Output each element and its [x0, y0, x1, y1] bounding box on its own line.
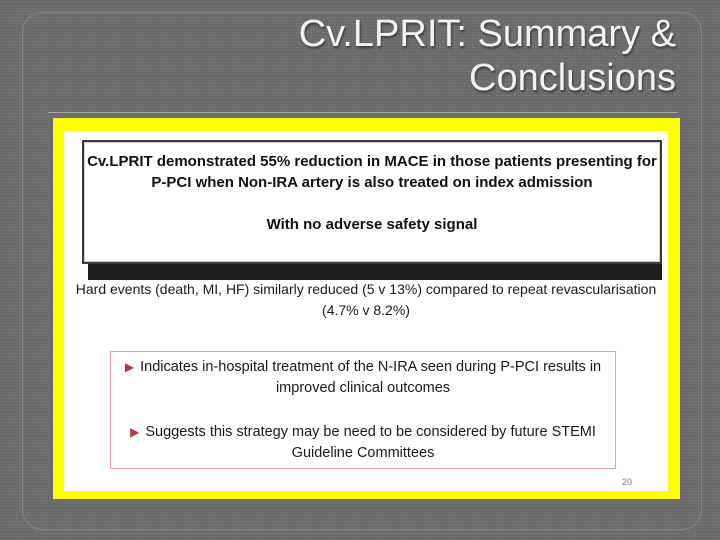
- slide-title: Cv.LPRIT: Summary & Conclusions: [298, 13, 676, 99]
- conclusion-text: Suggests this strategy may be need to be considered by future STEMI Guideline Committees: [145, 424, 596, 461]
- conclusion-item: [111, 357, 615, 399]
- conclusion-item: [111, 422, 615, 464]
- conclusion-text: Indicates in-hospital treatment of the N-IRA seen during P-PCI results in improved clinical outcomes: [140, 359, 602, 396]
- page-number: 20: [622, 477, 633, 487]
- hard-events-text: Hard events (death, MI, HF) similarly reduced (5 v 13%) compared to repeat revascularisation (4.7% v 8.2%): [75, 281, 657, 318]
- key-finding-callout: [82, 140, 662, 264]
- bullet-arrow-icon: ▶: [124, 360, 135, 374]
- safety-signal-text: With no adverse safety signal: [266, 216, 478, 233]
- title-divider: [48, 112, 678, 113]
- bullet-arrow-icon: ▶: [130, 425, 140, 439]
- conclusions-box: [110, 351, 616, 469]
- key-finding-text: Cv.LPRIT demonstrated 55% reduction in MACE in those patients presenting for P-PCI when Non-IRA artery is also treated on index admission: [87, 153, 657, 191]
